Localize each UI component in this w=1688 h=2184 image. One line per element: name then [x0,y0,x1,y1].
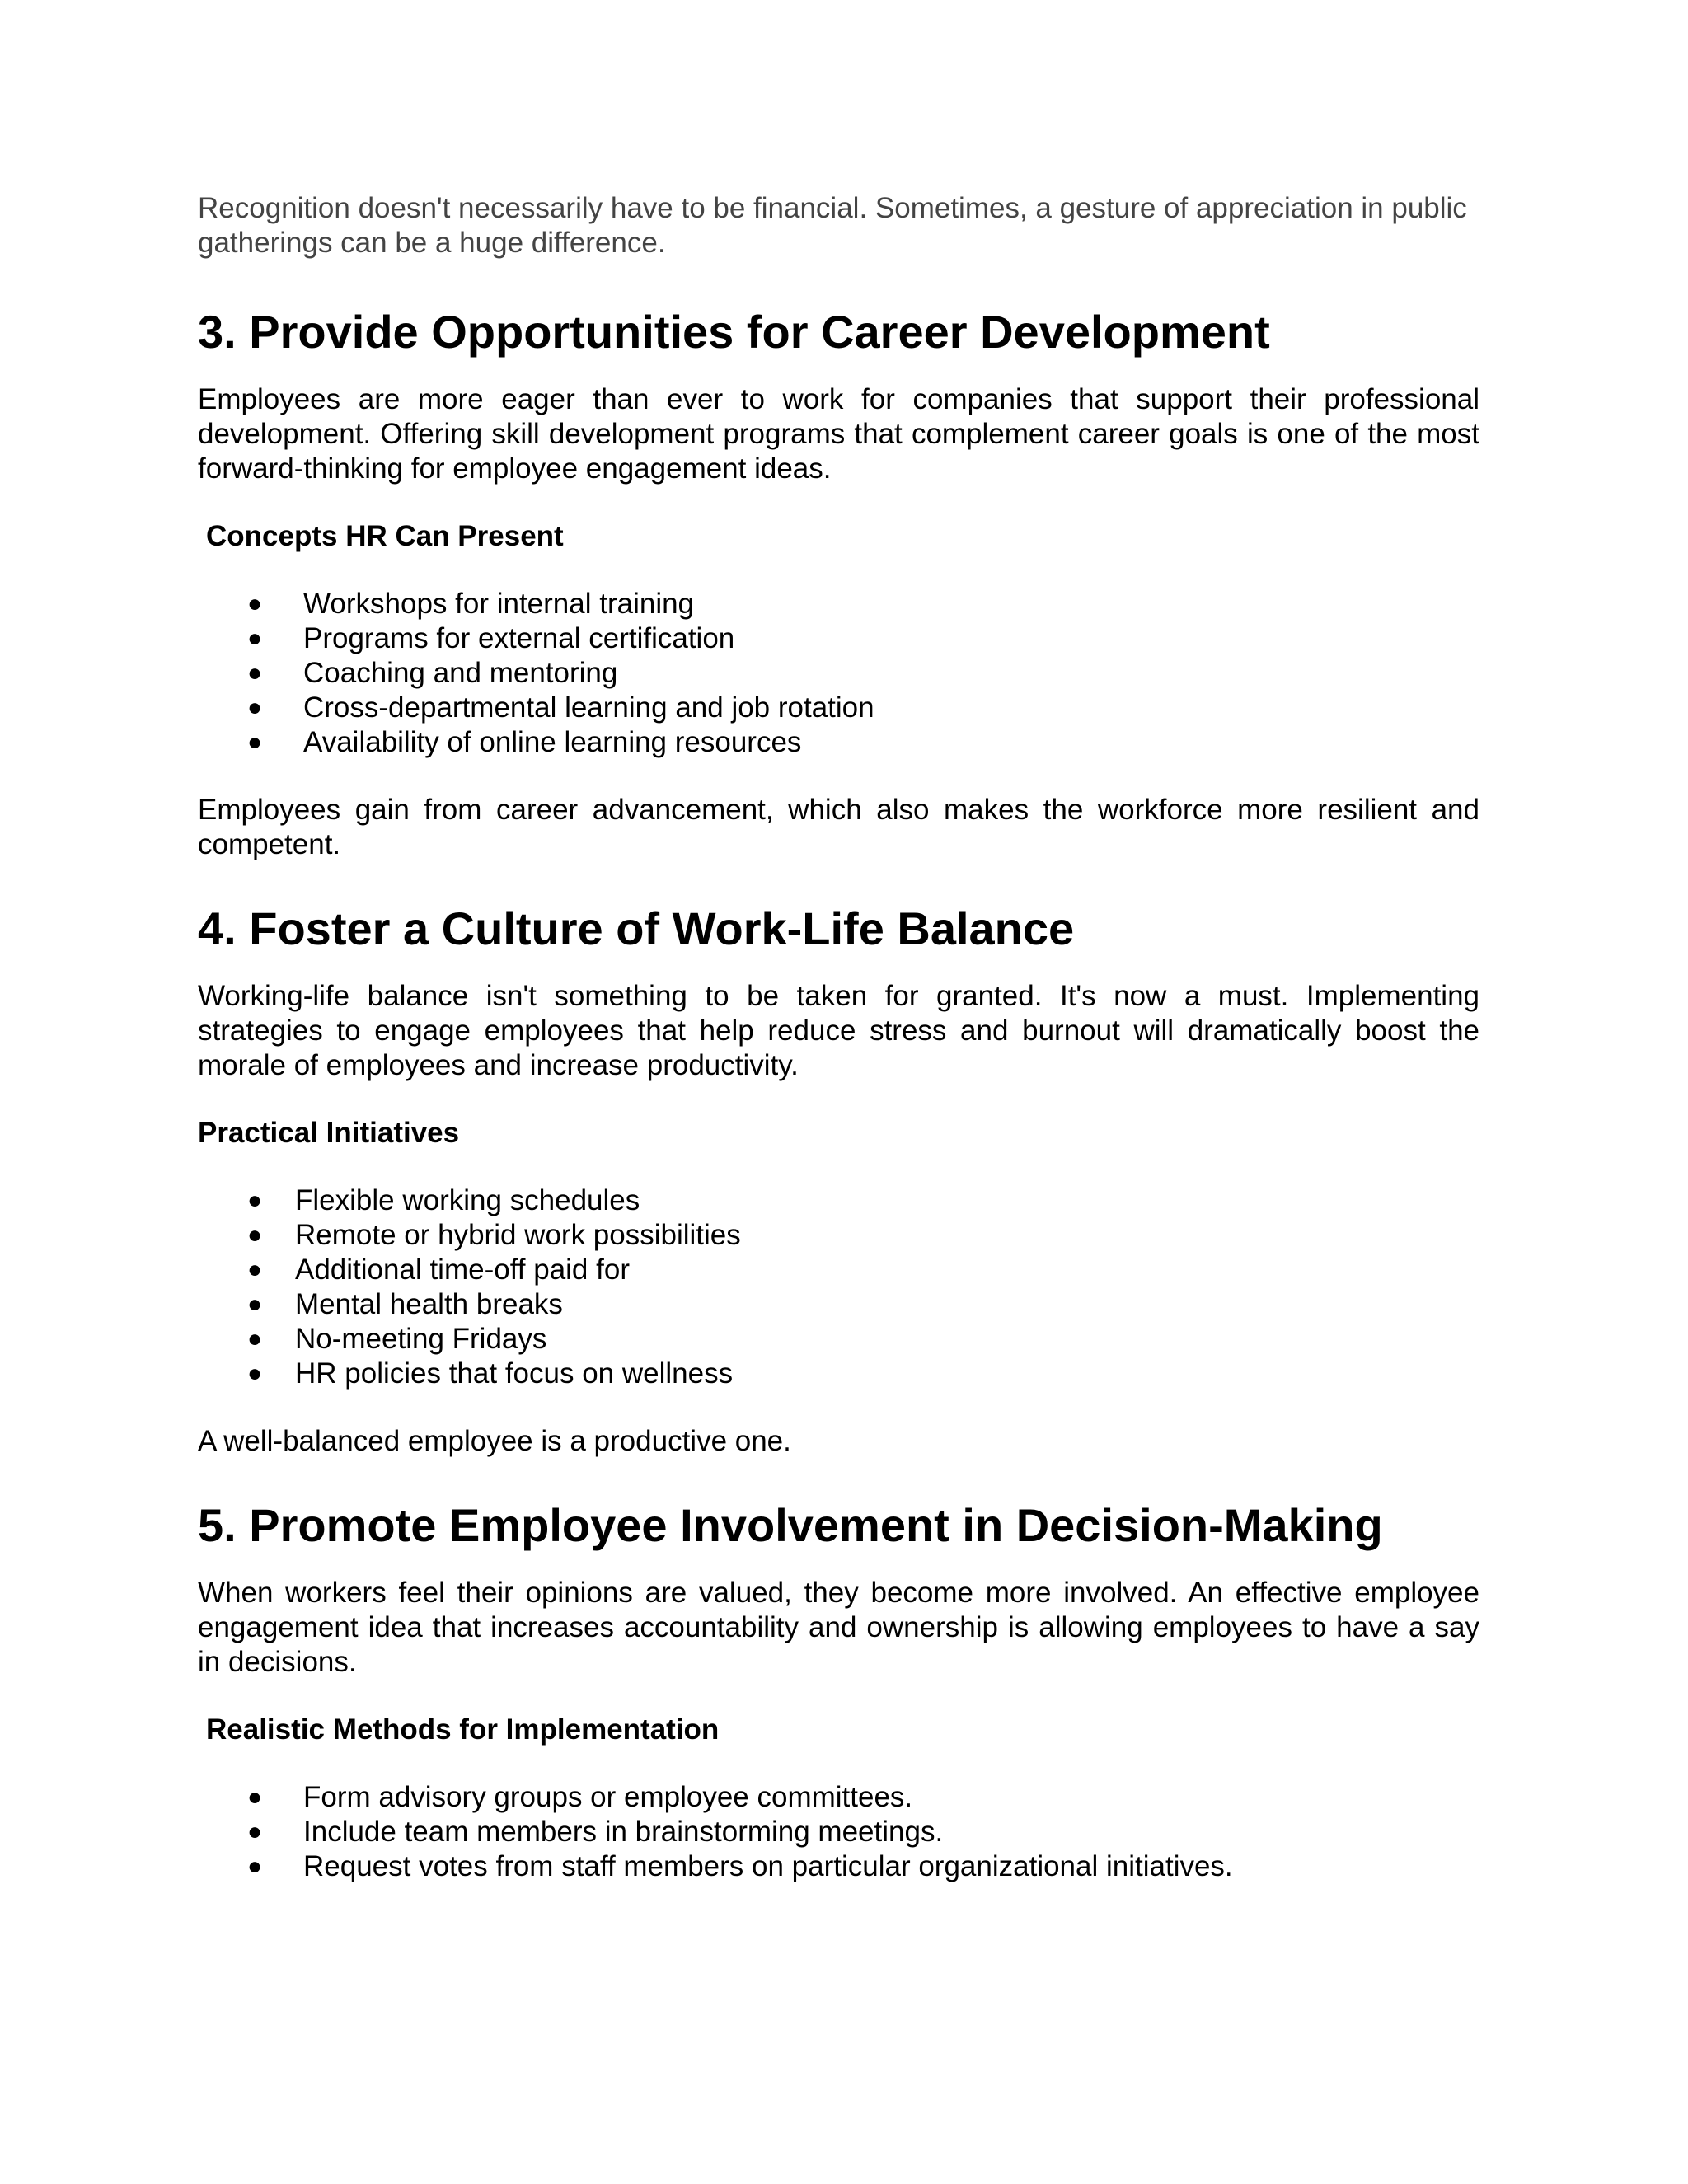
bullet-icon: ● [247,590,263,617]
list-item-text: Coaching and mentoring [303,657,618,689]
list-item [247,1322,1479,1357]
list-item [247,1780,1479,1815]
list-item [247,1253,1479,1287]
section-4-subheading: Practical Initiatives [198,1117,460,1149]
section-3-bullet-list [198,587,1479,760]
bullet-icon: ● [247,1187,263,1214]
bullet-icon: ● [247,1818,263,1845]
bullet-icon: ● [247,1256,263,1283]
section-4-bullet-list [198,1183,1479,1391]
list-item [247,1849,1479,1884]
section-5-bullet-list [198,1780,1479,1884]
list-item-text: Additional time-off paid for [295,1254,630,1286]
section-3-closing: Employees gain from career advancement, which also makes the workforce more resilient and competent. [198,794,1479,860]
bullet-icon: ● [247,1291,263,1318]
bullet-icon: ● [247,1783,263,1811]
bullet-icon: ● [247,1221,263,1249]
list-item [247,691,1479,725]
bullet-icon: ● [247,1325,263,1352]
list-item-text: Request votes from staff members on particular organizational initiatives. [303,1850,1233,1882]
list-item [247,587,1479,621]
list-item [247,1357,1479,1391]
bullet-icon: ● [247,729,263,756]
list-item [247,1287,1479,1322]
bullet-icon: ● [247,659,263,687]
section-5-heading: 5. Promote Employee Involvement in Decision-Making [198,1499,1383,1551]
bullet-icon: ● [247,1853,263,1880]
section-4-closing: A well-balanced employee is a productive one. [198,1425,791,1457]
list-item [247,621,1479,656]
intro-paragraph: Recognition doesn't necessarily have to be financial. Sometimes, a gesture of appreciation in public gatherings can be a huge difference. [198,192,1467,259]
list-item-text: No-meeting Fridays [295,1323,547,1355]
list-item [247,656,1479,691]
list-item [247,725,1479,760]
section-5-subheading: Realistic Methods for Implementation [206,1713,720,1746]
list-item-text: Availability of online learning resources [303,726,802,758]
list-item [247,1218,1479,1253]
list-item-text: Mental health breaks [295,1288,563,1320]
list-item-text: Flexible working schedules [295,1184,640,1216]
bullet-icon: ● [247,694,263,721]
section-3-heading: 3. Provide Opportunities for Career Development [198,306,1270,358]
document-page [198,191,1479,1884]
list-item-text: Programs for external certification [303,622,735,654]
list-item-text: Cross-departmental learning and job rotation [303,691,874,724]
list-item-text: Form advisory groups or employee committees. [303,1781,913,1813]
section-4-body: Working-life balance isn't something to be taken for granted. It's now a must. Implementing strategies to engage employees that help reduce stress and burnout will dramatically boost the morale of employees and increase productivity. [198,980,1479,1081]
bullet-icon: ● [247,625,263,652]
list-item-text: Workshops for internal training [303,588,695,620]
bullet-icon: ● [247,1360,263,1387]
list-item-text: Remote or hybrid work possibilities [295,1219,741,1251]
section-4-heading: 4. Foster a Culture of Work-Life Balance [198,902,1075,954]
list-item-text: Include team members in brainstorming meetings. [303,1816,944,1848]
section-3-subheading: Concepts HR Can Present [206,520,564,552]
section-5-body: When workers feel their opinions are valued, they become more involved. An effective employee engagement idea that increases accountability and ownership is allowing employees to have a say in decisions. [198,1577,1479,1678]
section-3-body: Employees are more eager than ever to work for companies that support their professional development. Offering skill development programs that complement career goals is one of the most forward-thinking for employee engagement ideas. [198,383,1479,485]
list-item [247,1815,1479,1849]
list-item [247,1183,1479,1218]
list-item-text: HR policies that focus on wellness [295,1357,734,1390]
